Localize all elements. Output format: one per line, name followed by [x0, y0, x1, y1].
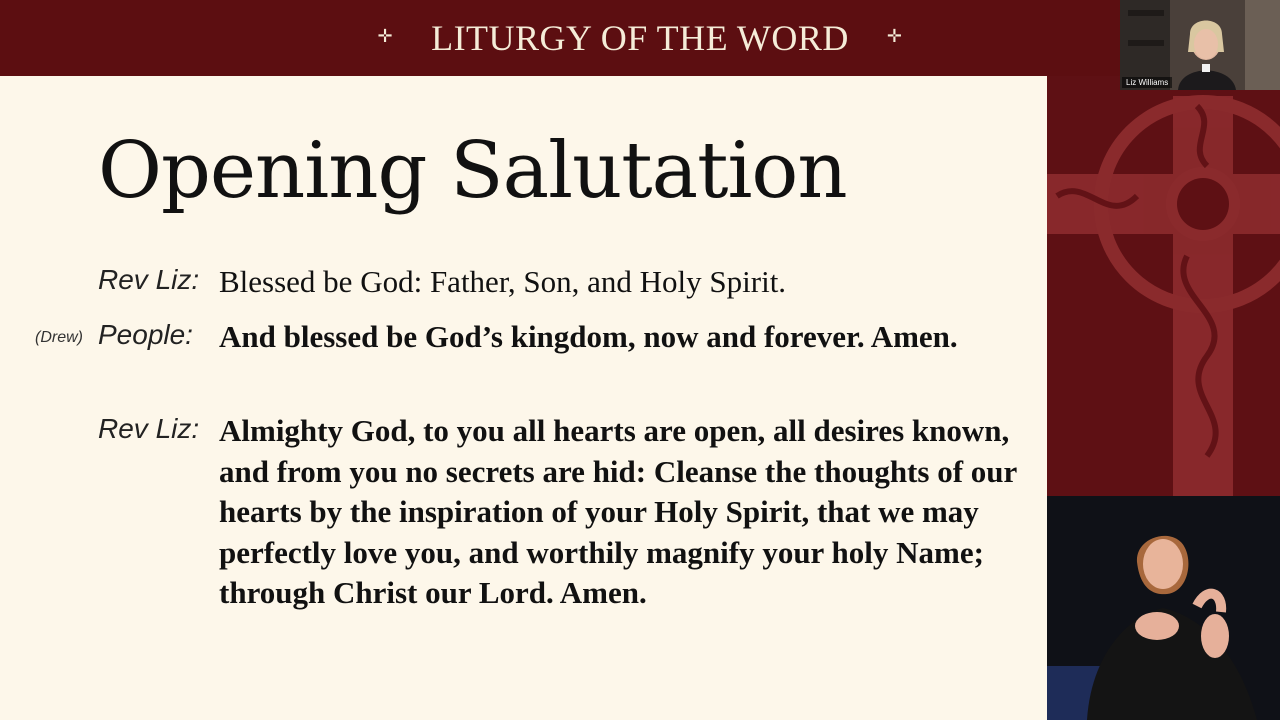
participant-name: Liz Williams: [1122, 77, 1172, 88]
line-text: And blessed be God’s kingdom, now and forever. Amen.: [219, 319, 958, 354]
section-title-text: LITURGY OF THE WORD: [431, 18, 849, 58]
line-text: Almighty God, to you all hearts are open, all desires known, and from you no secrets are hid: Cleanse the thoughts of our hearts by the inspiration of your Holy Spirit, that we may perfectly love you, and worthily magnify your holy Name; through Christ our Lord. Amen.: [219, 413, 1017, 610]
speaker-label: Rev Liz:: [98, 413, 200, 444]
interpreter-video-icon: [1047, 496, 1280, 720]
slide-title: Opening Salutation: [98, 126, 847, 216]
cross-right-icon: ✛: [886, 25, 903, 46]
participant-video-tile[interactable]: [1120, 0, 1280, 90]
line-text: Blessed be God: Father, Son, and Holy Spirit.: [219, 264, 787, 299]
celtic-cross-icon: [1047, 76, 1280, 496]
speaker-label: People:: [98, 319, 193, 350]
cross-left-icon: ✛: [377, 25, 394, 46]
speaker-label: Rev Liz:: [98, 264, 200, 295]
slide-panel: [0, 76, 1047, 720]
interpreter-video[interactable]: [1047, 496, 1280, 720]
decorative-panel: [1047, 76, 1280, 496]
reader-note: (Drew): [35, 329, 83, 346]
section-title: [0, 0, 1280, 76]
